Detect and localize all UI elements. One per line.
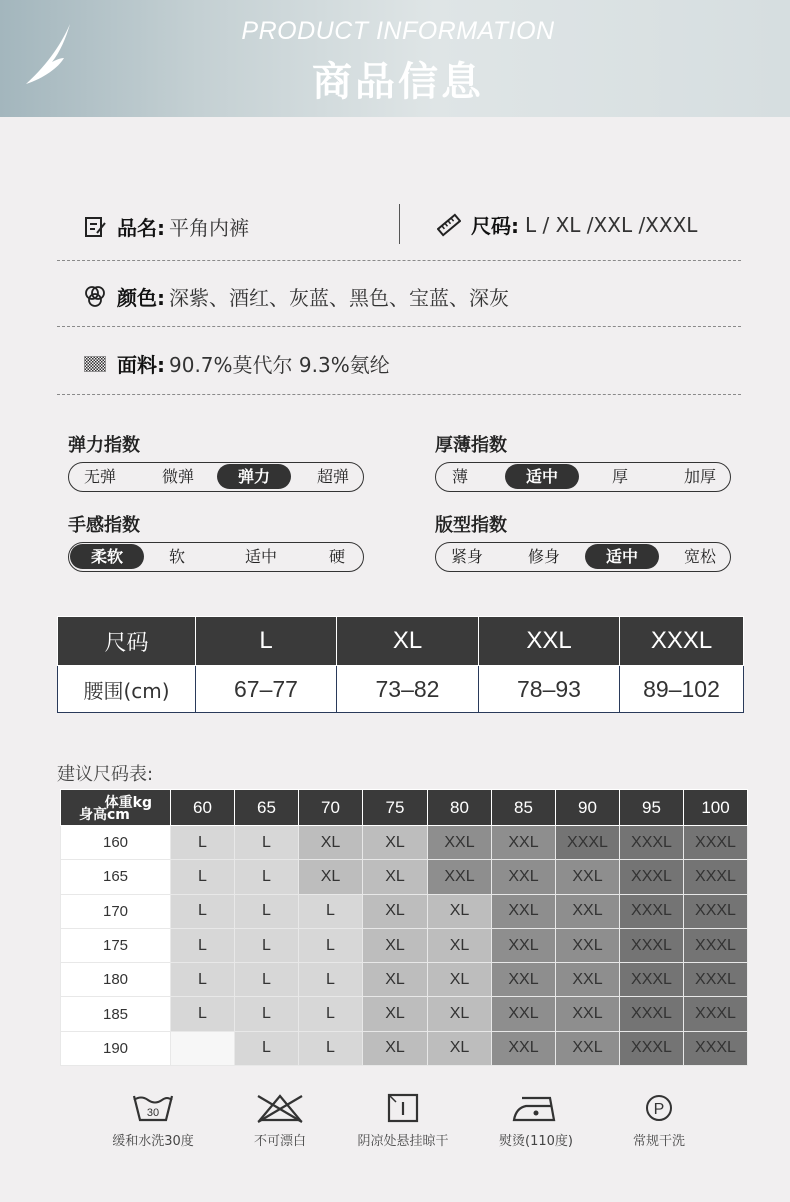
- fit-scale: [435, 542, 731, 572]
- suggest-size-cell: L: [299, 1031, 363, 1065]
- suggest-size-cell: L: [171, 894, 235, 928]
- info-size: [437, 210, 697, 239]
- color-value: 深紫、酒红、灰蓝、黑色、宝蓝、深灰: [169, 286, 509, 310]
- thickness-option-selected: 适中: [505, 464, 579, 489]
- height-cell: 180: [61, 963, 171, 997]
- info-row-color: [57, 261, 741, 327]
- suggest-size-cell: XXXL: [620, 826, 684, 860]
- suggest-size-cell: XXL: [492, 860, 556, 894]
- suggest-size-cell: XXL: [556, 860, 620, 894]
- height-cell: 190: [61, 1031, 171, 1065]
- suggest-size-cell: XXL: [492, 963, 556, 997]
- suggest-row: [61, 963, 748, 997]
- suggest-size-cell: XL: [299, 860, 363, 894]
- suggest-size-cell: XXL: [492, 1031, 556, 1065]
- height-cell: 160: [61, 826, 171, 860]
- suggest-size-cell: L: [299, 894, 363, 928]
- suggest-size-cell: XXL: [556, 1031, 620, 1065]
- suggest-size-cell: L: [171, 928, 235, 962]
- weight-header: 95: [620, 790, 684, 826]
- name-label: 品名:: [117, 216, 165, 240]
- fit-option: 紧身: [450, 547, 483, 566]
- fit-option: 修身: [527, 547, 560, 566]
- suggest-size-cell: L: [171, 963, 235, 997]
- suggest-size-cell: XXL: [492, 826, 556, 860]
- weight-header: 80: [428, 790, 492, 826]
- suggest-size-cell: XXXL: [620, 928, 684, 962]
- feel-option: 软: [168, 547, 185, 566]
- size-header-cell: XL: [337, 617, 479, 666]
- size-row-cell: 73–82: [337, 666, 479, 713]
- suggest-size-cell: XXL: [556, 997, 620, 1031]
- suggest-size-cell: XXL: [492, 928, 556, 962]
- suggest-size-cell: L: [235, 826, 299, 860]
- weight-header: 70: [299, 790, 363, 826]
- dry-clean-symbol: P: [653, 1101, 665, 1118]
- suggest-size-cell: XL: [428, 963, 492, 997]
- info-row-name-size: [57, 190, 741, 261]
- suggest-size-cell: L: [299, 928, 363, 962]
- elasticity-option: 超弹: [316, 467, 349, 486]
- care-iron: [471, 1092, 601, 1149]
- suggest-size-cell: L: [235, 1031, 299, 1065]
- care-label: 不可漂白: [253, 1134, 306, 1149]
- feel-option-selected: 柔软: [70, 544, 144, 569]
- suggest-size-cell: XXXL: [684, 1031, 748, 1065]
- suggest-size-cell: XL: [428, 928, 492, 962]
- care-label: 阴凉处悬挂晾干: [357, 1134, 449, 1149]
- suggest-size-cell: L: [235, 997, 299, 1031]
- feel-scale: [68, 542, 364, 572]
- care-label: 常规干洗: [632, 1134, 685, 1149]
- suggest-size-cell: XXXL: [620, 997, 684, 1031]
- suggest-size-cell: L: [171, 826, 235, 860]
- height-cell: 170: [61, 894, 171, 928]
- fabric-label: 面料:: [117, 353, 165, 377]
- edit-note-icon: [83, 215, 107, 239]
- suggest-corner-cell: [61, 790, 171, 826]
- no-bleach-icon: [254, 1092, 306, 1124]
- size-table-row: [58, 666, 744, 713]
- elasticity-title: 弹力指数: [68, 435, 140, 456]
- size-value: L / XL /XXL /XXXL: [525, 212, 698, 237]
- weight-header: 85: [492, 790, 556, 826]
- suggest-size-cell: XL: [363, 826, 428, 860]
- suggest-row: [61, 894, 748, 928]
- fit-title: 版型指数: [435, 515, 507, 536]
- size-label: 尺码:: [471, 214, 519, 238]
- suggest-title: 建议尺码表:: [57, 764, 154, 785]
- ruler-icon: [437, 213, 461, 237]
- height-axis-label: 身高cm: [79, 807, 130, 823]
- fabric-value: 90.7%莫代尔 9.3%氨纶: [169, 353, 390, 377]
- fabric-texture-icon: [83, 352, 107, 376]
- suggest-size-cell: XXXL: [620, 894, 684, 928]
- weight-axis-label: 体重kg: [104, 795, 152, 811]
- care-label: 熨烫(110度): [499, 1134, 573, 1149]
- care-label: 缓和水洗30度: [112, 1134, 194, 1149]
- info-fabric: [83, 349, 390, 378]
- suggest-size-cell: XL: [299, 826, 363, 860]
- suggest-size-cell: XXXL: [684, 997, 748, 1031]
- info-color: [83, 282, 509, 311]
- suggest-size-table: [60, 789, 748, 1066]
- suggest-size-cell: XXL: [556, 894, 620, 928]
- suggest-size-cell: XL: [363, 1031, 428, 1065]
- weight-header: 90: [556, 790, 620, 826]
- suggest-size-cell: L: [235, 963, 299, 997]
- weight-header: 100: [684, 790, 748, 826]
- wash-30-icon: [131, 1092, 175, 1124]
- suggest-size-cell: XXL: [556, 963, 620, 997]
- suggest-size-cell: XL: [428, 997, 492, 1031]
- suggest-size-cell: XXL: [428, 860, 492, 894]
- size-table: [57, 616, 744, 713]
- size-header-cell: L: [196, 617, 337, 666]
- suggest-size-cell: XXL: [492, 997, 556, 1031]
- size-row-label: 腰围(cm): [58, 666, 196, 713]
- suggest-size-cell: XXXL: [684, 894, 748, 928]
- size-header-cell: XXXL: [620, 617, 744, 666]
- elasticity-option: 无弹: [83, 467, 116, 486]
- care-dry: [338, 1092, 468, 1149]
- suggest-row: [61, 826, 748, 860]
- suggest-row: [61, 1031, 748, 1065]
- suggest-size-cell: L: [235, 928, 299, 962]
- elasticity-option: 微弹: [161, 467, 194, 486]
- color-circles-icon: [83, 285, 107, 309]
- header-title-en: PRODUCT INFORMATION: [241, 17, 555, 45]
- care-dryclean: [594, 1092, 724, 1149]
- suggest-size-cell: L: [299, 963, 363, 997]
- info-name: [83, 212, 249, 241]
- suggest-size-cell: XXXL: [684, 963, 748, 997]
- size-header-cell: XXL: [479, 617, 620, 666]
- height-cell: 165: [61, 860, 171, 894]
- care-wash: [88, 1092, 218, 1149]
- suggest-size-cell: XL: [363, 997, 428, 1031]
- fit-option-selected: 适中: [585, 544, 659, 569]
- thickness-option: 厚: [611, 467, 628, 486]
- suggest-size-cell: XL: [363, 928, 428, 962]
- elasticity-scale: [68, 462, 364, 492]
- suggest-row: [61, 860, 748, 894]
- size-row-cell: 67–77: [196, 666, 337, 713]
- weight-header: 75: [363, 790, 428, 826]
- thickness-title: 厚薄指数: [435, 435, 507, 456]
- height-cell: 185: [61, 997, 171, 1031]
- suggest-size-cell: XL: [363, 963, 428, 997]
- fit-option: 宽松: [683, 547, 716, 566]
- suggest-size-cell: XXL: [492, 894, 556, 928]
- suggest-size-cell: [171, 1031, 235, 1065]
- thickness-option: 薄: [451, 467, 468, 486]
- elasticity-option-selected: 弹力: [217, 464, 291, 489]
- size-row-cell: 89–102: [620, 666, 744, 713]
- suggest-size-cell: XXXL: [684, 928, 748, 962]
- iron-icon: [510, 1092, 562, 1124]
- suggest-size-cell: XXXL: [556, 826, 620, 860]
- feel-option: 适中: [244, 547, 277, 566]
- height-cell: 175: [61, 928, 171, 962]
- thickness-option: 加厚: [683, 467, 716, 486]
- weight-header: 65: [235, 790, 299, 826]
- suggest-size-cell: L: [299, 997, 363, 1031]
- size-header-cell: 尺码: [58, 617, 196, 666]
- suggest-size-cell: XL: [363, 894, 428, 928]
- suggest-size-cell: L: [171, 997, 235, 1031]
- info-row-fabric: [57, 327, 741, 395]
- care-bleach: [215, 1092, 345, 1149]
- hang-dry-shade-icon: [386, 1092, 420, 1124]
- thickness-scale: [435, 462, 731, 492]
- feel-option: 硬: [328, 547, 345, 566]
- suggest-size-cell: L: [235, 860, 299, 894]
- suggest-size-cell: XXL: [556, 928, 620, 962]
- suggest-row: [61, 997, 748, 1031]
- color-label: 颜色:: [117, 286, 165, 310]
- suggest-row: [61, 928, 748, 962]
- suggest-size-cell: XL: [428, 1031, 492, 1065]
- name-value: 平角内裤: [169, 216, 249, 240]
- suggest-size-cell: XL: [428, 894, 492, 928]
- feel-title: 手感指数: [68, 515, 140, 536]
- suggest-size-cell: XXXL: [620, 963, 684, 997]
- divider: [399, 204, 400, 244]
- suggest-size-cell: XXL: [428, 826, 492, 860]
- header-title-cn: 商品信息: [312, 59, 484, 105]
- dry-clean-icon: [643, 1092, 675, 1124]
- size-table-header: [58, 617, 744, 666]
- suggest-size-cell: L: [235, 894, 299, 928]
- suggest-size-cell: L: [171, 860, 235, 894]
- suggest-size-cell: XL: [363, 860, 428, 894]
- suggest-size-cell: XXXL: [620, 860, 684, 894]
- suggest-size-cell: XXXL: [620, 1031, 684, 1065]
- suggest-size-cell: XXXL: [684, 826, 748, 860]
- wash-temp-text: 30: [146, 1107, 160, 1119]
- size-row-cell: 78–93: [479, 666, 620, 713]
- weight-header: 60: [171, 790, 235, 826]
- header-banner: [0, 0, 790, 117]
- suggest-size-cell: XXXL: [684, 860, 748, 894]
- suggest-header-row: [61, 790, 748, 826]
